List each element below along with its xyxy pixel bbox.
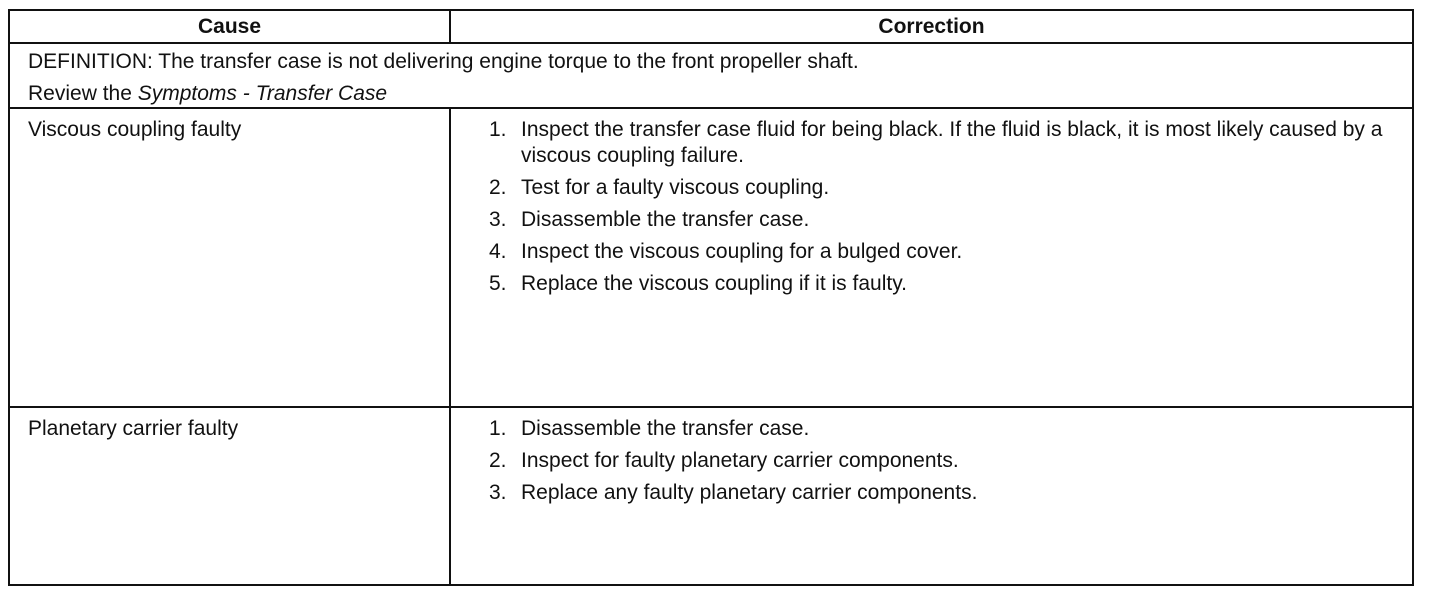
step-text: Disassemble the transfer case. <box>521 208 810 231</box>
list-item <box>489 175 1404 201</box>
definition-row <box>10 44 1412 109</box>
correction-steps <box>489 117 1404 297</box>
step-number: 4. <box>489 240 507 263</box>
table-row <box>10 408 1412 584</box>
step-number: 1. <box>489 118 507 141</box>
header-cause: Cause <box>10 11 451 42</box>
step-text: Test for a faulty viscous coupling. <box>521 176 830 199</box>
correction-cell <box>451 408 1412 584</box>
diagnostic-table <box>8 9 1414 586</box>
step-text: Replace the viscous coupling if it is faulty. <box>521 272 907 295</box>
definition-text: DEFINITION: The transfer case is not delivering engine torque to the front propeller shaft. <box>28 50 859 73</box>
step-number: 2. <box>489 449 507 472</box>
step-number: 3. <box>489 208 507 231</box>
table-header <box>10 11 1412 44</box>
correction-steps <box>489 416 1404 506</box>
cause-cell: Viscous coupling faulty <box>10 109 451 406</box>
review-prefix: Review the <box>28 82 138 105</box>
list-item <box>489 271 1404 297</box>
step-text: Inspect for faulty planetary carrier components. <box>521 449 959 472</box>
cause-cell: Planetary carrier faulty <box>10 408 451 584</box>
step-text: Inspect the viscous coupling for a bulged cover. <box>521 240 963 263</box>
list-item <box>489 448 1404 474</box>
list-item <box>489 207 1404 233</box>
table-row <box>10 109 1412 408</box>
step-number: 5. <box>489 272 507 295</box>
step-number: 3. <box>489 481 507 504</box>
step-text: Inspect the transfer case fluid for being black. If the fluid is black, it is most likely caused by a viscous coupling failure. <box>521 118 1383 167</box>
correction-cell <box>451 109 1412 406</box>
step-number: 2. <box>489 176 507 199</box>
symptoms-link[interactable]: Symptoms - Transfer Case <box>137 82 388 105</box>
step-text: Disassemble the transfer case. <box>521 417 810 440</box>
list-item <box>489 480 1404 506</box>
list-item <box>489 416 1404 442</box>
list-item <box>489 239 1404 265</box>
review-text <box>28 81 387 107</box>
step-number: 1. <box>489 417 507 440</box>
step-text: Replace any faulty planetary carrier components. <box>521 481 978 504</box>
list-item <box>489 117 1404 169</box>
header-correction: Correction <box>878 15 985 38</box>
